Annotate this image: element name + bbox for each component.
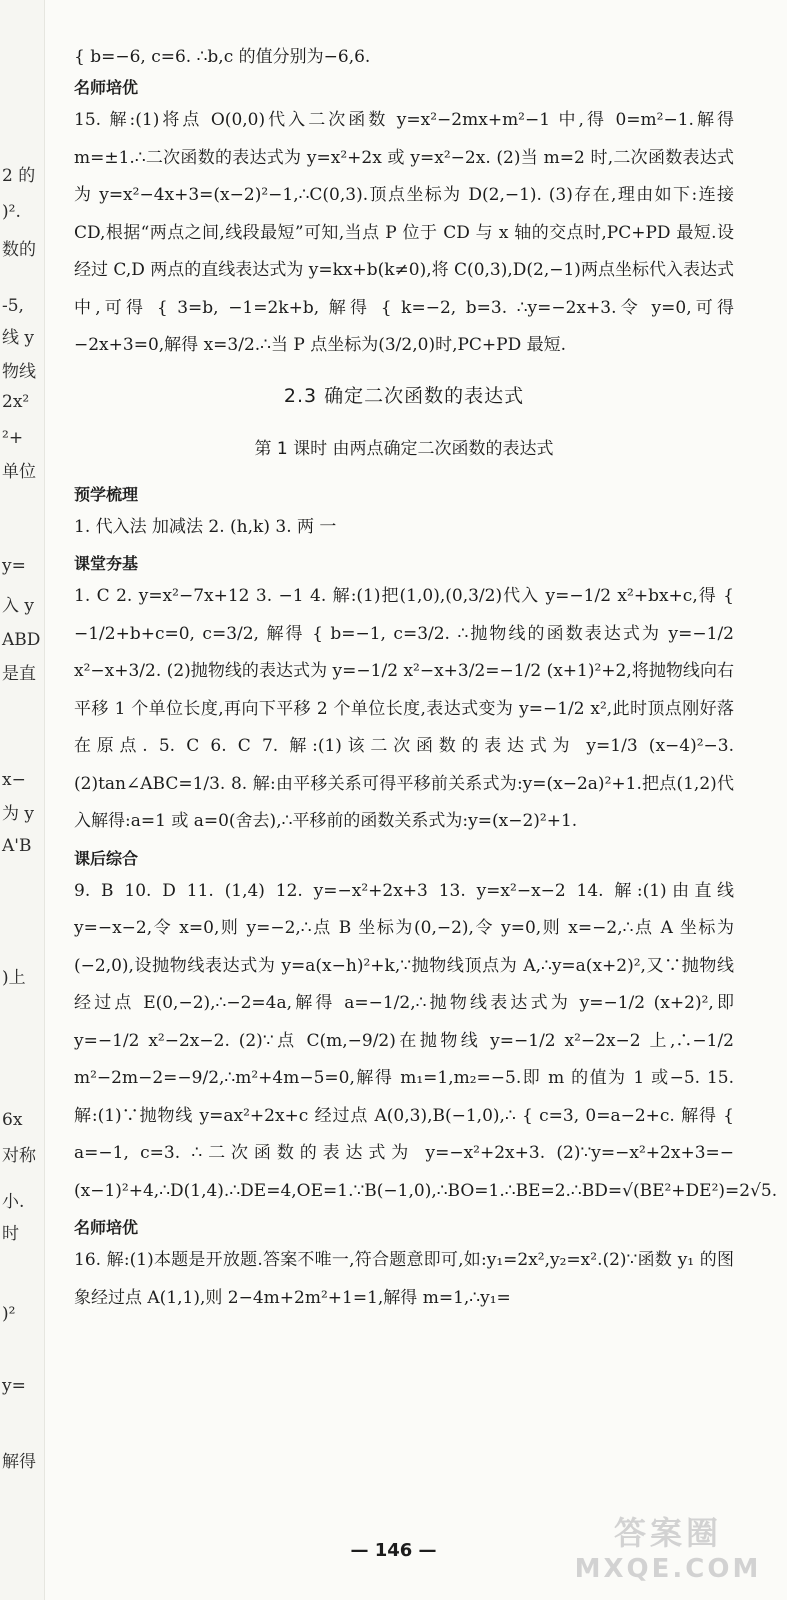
margin-fragment: 2x² <box>2 392 30 412</box>
margin-fragment: 对称 <box>2 1146 36 1166</box>
margin-fragment: )² <box>2 1304 16 1324</box>
margin-fragment: 解得 <box>2 1452 36 1472</box>
section-heading: 名师培优 <box>74 78 139 97</box>
answer-paragraph: 9. B 10. D 11. (1,4) 12. y=−x²+2x+3 13. y=x²−x−2 14. 解:(1)由直线 y=−x−2,令 x=0,则 y=−2,∴点 B 坐标为(0,−2),令 y=0,则 x=−2,∴点 A 坐标为(−2,0),设抛物线表达式为 y=a(x−h)²+k,∵抛物线顶点为 A,∴y=a(x+2)²,又∵抛物线经过点 E(0,−2),∴−2=4a,解得 a=−1/2,∴抛物线表达式为 y=−1/2 (x+2)²,即 y=−1/2 x²−2x−2. (2)∵点 C(m,−9/2)在抛物线 y=−1/2 x²−2x−2 上,∴−1/2 m²−2m−2=−9/2,∴m²+4m−5=0,解得 m₁=1,m₂=−5.即 m 的值为 1 或−5. 15. 解:(1)∵抛物线 y=ax²+2x+c 经过点 A(0,3),B(−1,0),∴ { c=3, 0=a−2+c. 解得 { a=−1, c=3. ∴二次函数的表达式为 y=−x²+2x+3. (2)∵y=−x²+2x+3=−(x−1)²+4,∴D(1,4).∴DE=4,OE=1.∵B(−1,0),∴BO=1.∴BE=2.∴BD=√(BE²+DE²)=2√5. <box>74 880 778 1201</box>
section-heading: 名师培优 <box>74 1218 139 1237</box>
watermark-en: MXQE.COM <box>574 1554 762 1584</box>
margin-fragment: )². <box>2 202 21 222</box>
section-heading: 预学梳理 <box>74 484 139 504</box>
margin-fragment: 是直 <box>2 664 36 684</box>
margin-fragment: 单位 <box>2 462 36 482</box>
left-margin-column <box>0 0 45 1600</box>
section-heading: 课堂夯基 <box>74 554 139 573</box>
watermark <box>573 1508 763 1588</box>
margin-fragment: -5, <box>2 296 24 316</box>
margin-fragment: 为 y <box>2 804 35 824</box>
margin-fragment: y= <box>2 556 26 576</box>
section-title: 2.3 确定二次函数的表达式 <box>283 384 525 407</box>
margin-fragment: A'B <box>2 836 32 856</box>
watermark-cn: 答案圈 <box>613 1514 722 1552</box>
margin-fragment: x− <box>2 770 26 790</box>
answer-paragraph: 1. 代入法 加减法 2. (h,k) 3. 两 一 <box>74 516 337 537</box>
lesson-title: 第 1 课时 由两点确定二次函数的表达式 <box>254 438 554 459</box>
answer-paragraph: 15. 解:(1)将点 O(0,0)代入二次函数 y=x²−2mx+m²−1 中,得 0=m²−1.解得 m=±1.∴二次函数的表达式为 y=x²+2x 或 y=x²−2x. (2)当 m=2 时,二次函数表达式为 y=x²−4x+3=(x−2)²−1,∴C(0,3).顶点坐标为 D(2,−1). (3)存在,理由如下:连接 CD,根据“两点之间,线段最短”可知,当点 P 位于 CD 与 x 轴的交点时,PC+PD 最短.设经过 C,D 两点的直线表达式为 y=kx+b(k≠0),将 C(0,3),D(2,−1)两点坐标代入表达式中,可得 { 3=b, −1=2k+b, 解得 { k=−2, b=3. ∴y=−2x+3.令 y=0,可得−2x+3=0,解得 x=3/2.∴当 P 点坐标为(3/2,0)时,PC+PD 最短. <box>74 110 734 355</box>
margin-fragment: 数的 <box>2 240 36 260</box>
equation-system-line: { b=−6, c=6. ∴b,c 的值分别为−6,6. <box>74 47 371 67</box>
margin-fragment: 入 y <box>2 596 35 616</box>
answer-paragraph: 16. 解:(1)本题是开放题.答案不唯一,符合题意即可,如:y₁=2x²,y₂=x².(2)∵函数 y₁ 的图象经过点 A(1,1),则 2−4m+2m²+1=1,解得 m=1,∴y₁= <box>74 1250 734 1308</box>
section-heading: 课后综合 <box>74 848 139 868</box>
page-number: — 146 — <box>350 1540 437 1561</box>
answer-paragraph: 1. C 2. y=x²−7x+12 3. −1 4. 解:(1)把(1,0),(0,3/2)代入 y=−1/2 x²+bx+c,得 { −1/2+b+c=0, c=3/2, 解得 { b=−1, c=3/2. ∴抛物线的函数表达式为 y=−1/2 x²−x+3/2. (2)抛物线的表达式为 y=−1/2 x²−x+3/2=−1/2 (x+1)²+2,将抛物线向右平移 1 个单位长度,再向下平移 2 个单位长度,表达式变为 y=−1/2 x²,此时顶点刚好落在原点. 5. C 6. C 7. 解:(1)该二次函数的表达式为 y=1/3 (x−4)²−3. (2)tan∠ABC=1/3. 8. 解:由平移关系可得平移前关系式为:y=(x−2a)²+1.把点(1,2)代入解得:a=1 或 a=0(舍去),∴平移前的函数关系式为:y=(x−2)²+1. <box>74 586 734 831</box>
margin-fragment: ABD <box>2 630 41 650</box>
margin-fragment: 物线 <box>2 362 36 382</box>
margin-fragment: 小. <box>2 1192 25 1212</box>
margin-fragment: 2 的 <box>2 166 36 186</box>
answer-page-content <box>74 40 778 1317</box>
margin-fragment: 6x <box>2 1110 23 1130</box>
margin-fragment: 线 y <box>2 328 35 348</box>
margin-fragment: ²+ <box>2 428 24 448</box>
margin-fragment: )上 <box>2 968 26 988</box>
margin-fragment: 时 <box>2 1224 19 1244</box>
margin-fragment: y= <box>2 1376 26 1396</box>
